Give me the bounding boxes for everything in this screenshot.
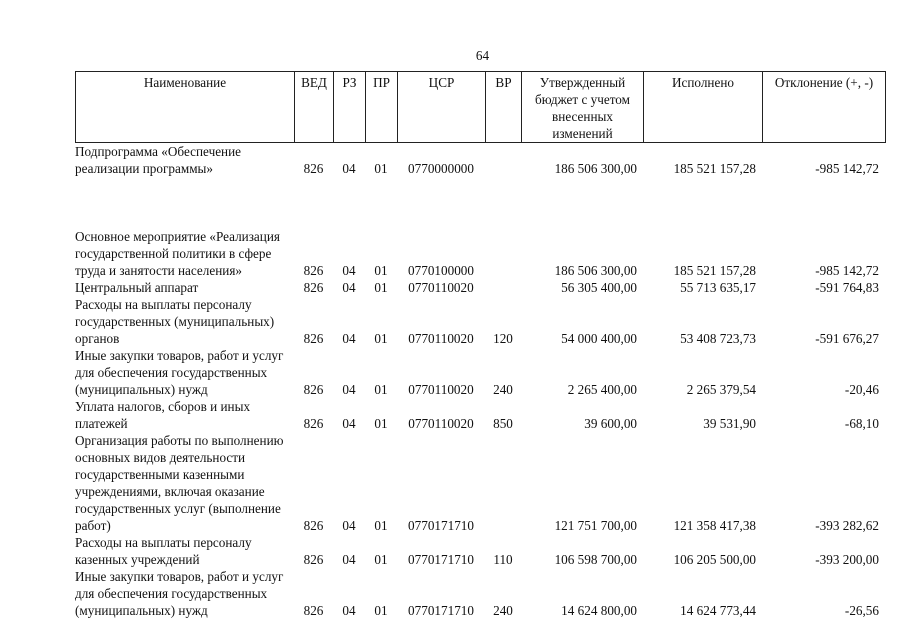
row-rz: 04 [342, 416, 356, 431]
row-executed: 14 624 773,44 [680, 603, 756, 618]
row-deviation: -68,10 [844, 416, 879, 431]
row-ved: 826 [303, 518, 324, 533]
column-header-name: Наименование [76, 72, 295, 143]
row-vr [485, 177, 521, 279]
row-csr: 0770171710 [408, 518, 474, 533]
row-ved: 826 [303, 331, 324, 346]
row-csr: 0770000000 [408, 161, 474, 176]
row-executed: 53 408 723,73 [680, 331, 756, 346]
row-deviation: -393 282,62 [815, 518, 879, 533]
row-executed: 185 521 157,28 [673, 263, 756, 278]
row-name: Расходы на выплаты персоналу государственных (муниципальных) органов [75, 297, 275, 346]
row-deviation: -985 142,72 [815, 161, 879, 176]
row-pr: 01 [374, 382, 388, 397]
row-deviation: -20,46 [844, 382, 879, 397]
table-row [75, 398, 885, 432]
row-approved: 2 265 400,00 [567, 382, 637, 397]
row-deviation: -26,56 [844, 603, 879, 618]
column-header-rz: РЗ [334, 72, 366, 143]
row-csr: 0770171710 [408, 552, 474, 567]
row-rz: 04 [342, 263, 356, 278]
column-header-executed: Исполнено [644, 72, 763, 143]
row-pr: 01 [374, 263, 388, 278]
row-rz: 04 [342, 382, 356, 397]
row-executed: 121 358 417,38 [673, 518, 756, 533]
row-approved: 186 506 300,00 [554, 161, 637, 176]
row-csr: 0770110020 [408, 416, 474, 431]
row-rz: 04 [342, 161, 356, 176]
row-rz: 04 [342, 552, 356, 567]
table-row [75, 534, 885, 568]
row-name: Центральный аппарат [75, 280, 199, 295]
row-deviation: -591 676,27 [815, 331, 879, 346]
column-header-approved: Утвержденный бюджет с учетом внесенных изменений [522, 72, 644, 143]
row-ved: 826 [303, 263, 324, 278]
row-rz: 04 [342, 331, 356, 346]
row-rz: 04 [342, 603, 356, 618]
row-vr [485, 432, 521, 534]
row-csr: 0770110020 [408, 382, 474, 397]
row-deviation: -985 142,72 [815, 263, 879, 278]
table-row [75, 279, 885, 296]
row-ved: 826 [303, 280, 324, 295]
row-ved: 826 [303, 161, 324, 176]
row-vr [485, 143, 521, 177]
row-name: Подпрограмма «Обеспечение реализации программы» [75, 144, 242, 176]
column-header-deviation: Отклонение (+, -) [763, 72, 886, 143]
table-row [75, 296, 885, 347]
row-executed: 185 521 157,28 [673, 161, 756, 176]
column-header-pr: ПР [366, 72, 398, 143]
row-pr: 01 [374, 603, 388, 618]
row-rz: 04 [342, 280, 356, 295]
row-pr: 01 [374, 416, 388, 431]
row-name: Расходы на выплаты персоналу казенных учреждений [75, 535, 252, 567]
row-ved: 826 [303, 382, 324, 397]
row-pr: 01 [374, 518, 388, 533]
table-row [75, 177, 885, 279]
table-row [75, 568, 885, 619]
column-header-csr: ЦСР [398, 72, 486, 143]
row-approved: 54 000 400,00 [561, 331, 637, 346]
table-row [75, 347, 885, 398]
page-number: 64 [475, 48, 490, 63]
row-csr: 0770171710 [408, 603, 474, 618]
row-name: Уплата налогов, сборов и иных платежей [75, 399, 251, 431]
row-name: Иные закупки товаров, работ и услуг для обеспечения государственных (муниципальных) нужд [75, 348, 284, 397]
row-approved: 56 305 400,00 [561, 280, 637, 295]
row-vr: 110 [493, 552, 513, 567]
table-row [75, 143, 885, 177]
row-vr: 120 [493, 331, 513, 346]
table-row [75, 432, 885, 534]
row-name: Иные закупки товаров, работ и услуг для обеспечения государственных (муниципальных) нужд [75, 569, 284, 618]
row-executed: 2 265 379,54 [686, 382, 756, 397]
row-ved: 826 [303, 552, 324, 567]
row-approved: 39 600,00 [584, 416, 637, 431]
column-header-vr: ВР [486, 72, 522, 143]
row-executed: 39 531,90 [703, 416, 756, 431]
row-approved: 14 624 800,00 [561, 603, 637, 618]
row-executed: 55 713 635,17 [680, 280, 756, 295]
column-header-ved: ВЕД [295, 72, 334, 143]
row-ved: 826 [303, 416, 324, 431]
row-executed: 106 205 500,00 [673, 552, 756, 567]
row-csr: 0770110020 [408, 280, 474, 295]
row-approved: 121 751 700,00 [554, 518, 637, 533]
row-name: Основное мероприятие «Реализация государственной политики в сфере труда и занятости населения» [75, 229, 280, 278]
row-csr: 0770100000 [408, 263, 474, 278]
row-pr: 01 [374, 280, 388, 295]
row-pr: 01 [374, 331, 388, 346]
row-deviation: -591 764,83 [815, 280, 879, 295]
budget-table-body [75, 143, 885, 619]
row-ved: 826 [303, 603, 324, 618]
row-vr: 850 [493, 416, 513, 431]
row-pr: 01 [374, 552, 388, 567]
row-csr: 0770110020 [408, 331, 474, 346]
row-name: Организация работы по выполнению основных видов деятельности государственными казенными учреждениями, включая оказание государственных услуг (выполнение работ) [75, 433, 284, 533]
row-vr: 240 [493, 382, 513, 397]
budget-table-header [75, 71, 886, 143]
row-approved: 186 506 300,00 [554, 263, 637, 278]
row-approved: 106 598 700,00 [554, 552, 637, 567]
row-vr [485, 279, 521, 296]
row-rz: 04 [342, 518, 356, 533]
row-vr: 240 [493, 603, 513, 618]
row-deviation: -393 200,00 [815, 552, 879, 567]
row-pr: 01 [374, 161, 388, 176]
